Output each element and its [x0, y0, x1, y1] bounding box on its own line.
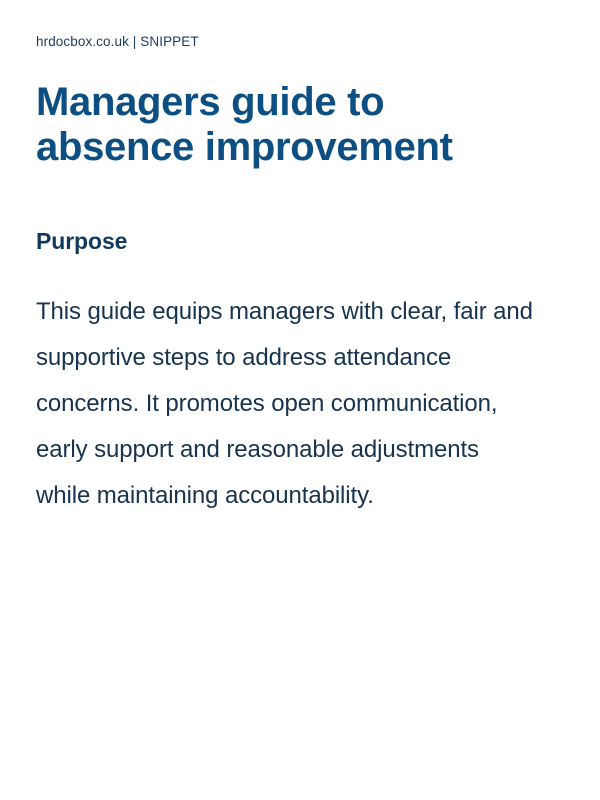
section-body-purpose: This guide equips managers with clear, fair and supportive steps to address attendance concerns. It promotes open communication, early support and reasonable adjustments while maintaining accountability. — [36, 297, 533, 510]
page-title: Managers guide to absence improvement — [36, 80, 453, 169]
section-heading-purpose: Purpose — [36, 227, 128, 254]
source-kicker: hrdocbox.co.uk | SNIPPET — [36, 34, 199, 49]
